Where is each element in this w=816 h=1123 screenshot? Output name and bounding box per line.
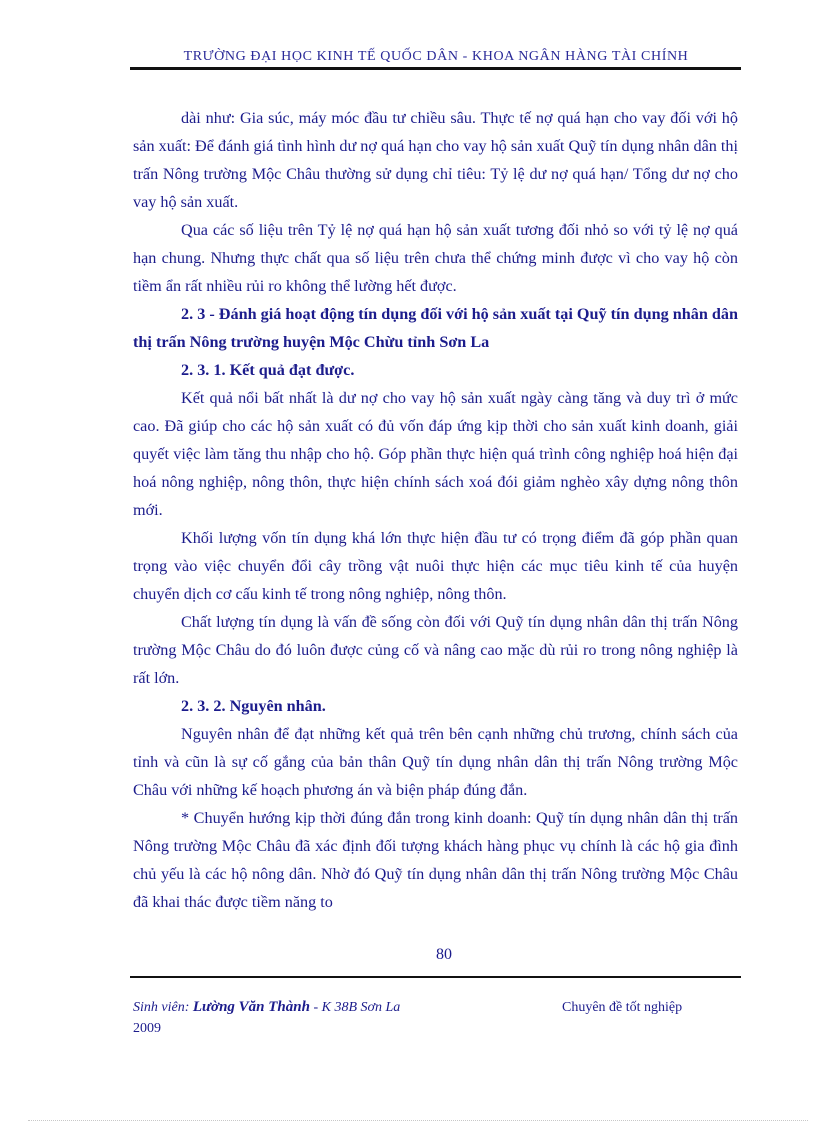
- paragraph-causes: Nguyên nhân để đạt những kết quả trên bên cạnh những chủ trương, chính sách của tỉnh và cũn là sự cố gắng của bản thân Quỹ tín dụng nhân dân thị trấn Nông trường Mộc Châu với những kế hoạch phương án và biện pháp đúng đắn.: [133, 725, 738, 799]
- paragraph-credit-volume: Khối lượng vốn tín dụng khá lớn thực hiện đầu tư có trọng điểm đã góp phần quan trọng vào việc chuyển đổi cây trồng vật nuôi thực hiện các mục tiêu kinh tế của huyện chuyển dịch cơ cấu kinh tế trong nông nghiệp, nông thôn.: [133, 529, 738, 603]
- paragraph-overdue-ratio: Qua các số liệu trên Tỷ lệ nợ quá hạn hộ sản xuất tương đối nhỏ so với tỷ lệ nợ quá hạn chung. Nhưng thực chất qua số liệu trên chưa thể chứng minh được vì cho vay hộ còn tiềm ẩn rất nhiều rủi ro không thể lường hết được.: [133, 221, 738, 295]
- subsection-heading-2-3-2: 2. 3. 2. Nguyên nhân.: [181, 697, 326, 715]
- student-label: Sinh viên:: [133, 1000, 190, 1015]
- paragraph-intro-continuation: dài như: Gia súc, máy móc đầu tư chiều sâu. Thực tế nợ quá hạn cho vay đối với hộ sản xuất: Để đánh giá tình hình dư nợ quá hạn cho vay hộ sản xuất Quỹ tín dụng nhân dân thị trấn Nông trường Mộc Châu thường sử dụng chỉ tiêu: Tỷ lệ dư nợ quá hạn/ Tổng dư nợ cho vay hộ sản xuất.: [133, 109, 738, 211]
- page-bottom-divider: [28, 1120, 808, 1121]
- page-number: 80: [436, 946, 452, 963]
- subsection-heading-2-3-1: 2. 3. 1. Kết quả đạt được.: [181, 361, 355, 379]
- paragraph-results: Kết quả nổi bất nhất là dư nợ cho vay hộ sản xuất ngày càng tăng và duy trì ở mức cao. Đã giúp cho các hộ sản xuất có đủ vốn đáp ứng kịp thời cho sản xuất kinh doanh, giải quyết việc làm tăng thu nhập cho hộ. Góp phần thực hiện quá trình công nghiệp hoá hiện đại hoá nông nghiệp, nông thôn, thực hiện chính sách xoá đói giảm nghèo xây dựng nông thôn mới.: [133, 389, 738, 519]
- header-rule: [130, 67, 741, 70]
- paragraph-business-orientation: * Chuyển hướng kịp thời đúng đắn trong kinh doanh: Quỹ tín dụng nhân dân thị trấn Nông trường Mộc Châu đã xác định đối tượng khách hàng phục vụ chính là các hộ gia đình chủ yếu là các hộ nông dân. Nhờ đó Quỹ tín dụng nhân dân thị trấn Nông trường Mộc Châu đã khai thác được tiềm năng to: [133, 809, 738, 911]
- footer-year: 2009: [133, 1021, 161, 1036]
- document-body: [133, 104, 738, 916]
- paragraph-credit-quality: Chất lượng tín dụng là vấn đề sống còn đối với Quỹ tín dụng nhân dân thị trấn Nông trường Mộc Châu do đó luôn được củng cố và nâng cao mặc dù rủi ro trong nông nghiệp là rất lớn.: [133, 613, 738, 687]
- author-name: Lường Văn Thành: [192, 999, 310, 1015]
- class-name: - K 38B Sơn La: [313, 1000, 401, 1015]
- page-header-title: TRƯỜNG ĐẠI HỌC KINH TẾ QUỐC DÂN - KHOA NGÂN HÀNG TÀI CHÍNH: [183, 49, 689, 64]
- section-heading-2-3: 2. 3 - Đánh giá hoạt động tín dụng đối với hộ sản xuất tại Quỹ tín dụng nhân dân thị trấn Nông trường huyện Mộc Chừu tỉnh Sơn La: [133, 305, 738, 351]
- document-type: Chuyên đề tốt nghiệp: [562, 1000, 683, 1015]
- footer-rule: [130, 976, 741, 978]
- footer-author-block: [133, 997, 400, 1039]
